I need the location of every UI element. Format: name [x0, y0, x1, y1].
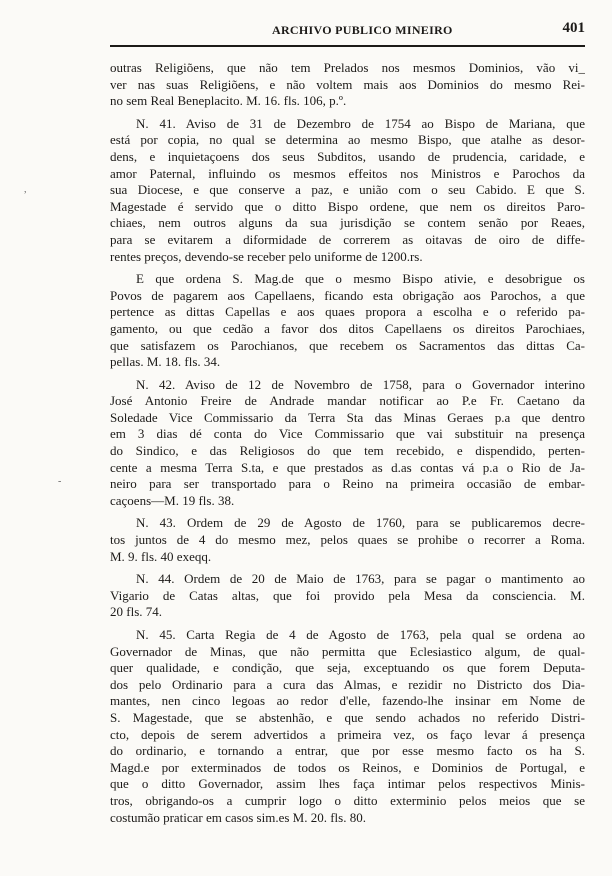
text-line: gamento, ou que cedão a favor dos ditos Capellaens os direitos Parochiaes,	[110, 320, 585, 336]
margin-mark: ,	[24, 184, 27, 195]
paragraph	[110, 377, 585, 510]
body-text	[110, 60, 585, 826]
text-line: chiaes, nem outros alguns da sua jurisdição se contem senão por Reaes,	[110, 215, 585, 231]
text-line: em 3 dias dé conta do Vice Commissario que vai substituir na presença	[110, 426, 585, 442]
text-line: neiro para ser transportado para o Reino na primeira occasião de embar-	[110, 476, 585, 492]
text-line: S. Magestade, que se abstenhão, e que sendo achados no referido Distri-	[110, 709, 585, 725]
text-line: rentes preços, devendo-se receber pelo uniforme de 1200.rs.	[110, 248, 423, 264]
text-line: José Antonio Freire de Andrade mandar notificar ao P.e Fr. Caetano da	[110, 393, 585, 409]
paragraph	[110, 571, 585, 621]
text-line: cente a mesma Terra S.ta, e que prestados as d.as contas vá p.a o Rio de Ja-	[110, 459, 585, 475]
text-line: Governador de Minas, que não permitta que Eclesiastico algum, de qual-	[110, 643, 585, 659]
text-line: dens, e inquietaçoens dos seus Subditos, usando de prudencia, caridade, e	[110, 148, 585, 164]
text-line: ver nas suas Religiõens, e não voltem mais aos Dominios do mesmo Rei-	[110, 76, 585, 92]
text-line: Soledade Vice Commissario da Terra Sta das Minas Geraes p.a que dentro	[110, 409, 585, 425]
margin-mark: -	[58, 476, 62, 487]
text-line: dos pelo Ordinario para a cura das Almas, e rezidir no Districto dos Dia-	[110, 676, 585, 692]
text-line: está por copia, no qual se determina ao mesmo Bispo, que atalhe as desor-	[110, 132, 585, 148]
page-number: 401	[562, 20, 585, 36]
text-line: que o ditto Governador, assim lhes faça intimar pelos respectivos Minis-	[110, 776, 585, 792]
text-line: pellas. M. 18. fls. 34.	[110, 354, 221, 370]
paragraph	[110, 271, 585, 371]
text-line: N. 41. Aviso de 31 de Dezembro de 1754 ao Bispo de Mariana, que	[136, 115, 585, 131]
text-line: E que ordena S. Mag.de que o mesmo Bispo ativie, e desobrigue os	[136, 271, 585, 287]
page-header	[110, 20, 585, 42]
text-line: N. 42. Aviso de 12 de Novembro de 1758, para o Governador interino	[136, 376, 585, 392]
paragraph	[110, 60, 585, 110]
text-line: Vigario de Catas altas, que foi provido pela Mesa da consciencia. M.	[110, 587, 585, 603]
text-line: costumão praticar em casos sim.es M. 20. fls. 80.	[110, 809, 366, 825]
text-line: tros, obrigando-os a cumprir logo o ditto exterminio pelos meios que se	[110, 792, 585, 808]
text-line: Magd.e por exterminados de todos os Reinos, e Dominios de Portugal, e	[110, 759, 585, 775]
text-line: do Sindico, e das Religiosos do que tem recebido, e dispendido, perten-	[110, 443, 585, 459]
text-line: no sem Real Beneplacito. M. 16. fls. 106, p.º.	[110, 93, 347, 109]
running-title: ARCHIVO PUBLICO MINEIRO	[272, 23, 453, 37]
text-line: N. 44. Ordem de 20 de Maio de 1763, para se pagar o mantimento ao	[136, 571, 585, 587]
text-line: sua Diocese, e que conserve a paz, e união com o seu Cabido. E que S.	[110, 182, 585, 198]
paragraph	[110, 627, 585, 826]
text-line: pertence as dittas Capellas e aos quaes propora a escolha e o referido pa-	[110, 304, 585, 320]
text-line: Magestade é servido que o ditto Bispo ordene, que nem os direitos Paro-	[110, 198, 585, 214]
text-line: quer qualidade, e condição, que seja, exceptuando os que forem Deputa-	[110, 660, 585, 676]
text-line: cto, depois de serem advertidos a primeira vez, os faço levar á presença	[110, 726, 585, 742]
text-line: que satisfazem os Parochianos, que recebem os Sacramentos das dittas Ca-	[110, 337, 585, 353]
text-line: Povos de pagarem aos Capellaens, ficando esta obrigação aos Parochos, a que	[110, 287, 585, 303]
text-line: M. 9. fls. 40 exeqq.	[110, 548, 212, 564]
text-line: amor Paternal, influindo os mesmos effeitos nos Ministros e Parochos da	[110, 165, 585, 181]
text-line: N. 43. Ordem de 29 de Agosto de 1760, para se publicaremos decre-	[136, 515, 585, 531]
paragraph	[110, 116, 585, 265]
text-line: para se evitarem a diformidade de correrem as oitavas de oiro de diffe-	[110, 231, 585, 247]
text-line: N. 45. Carta Regia de 4 de Agosto de 1763, pela qual se ordena ao	[136, 627, 585, 642]
text-line: 20 fls. 74.	[110, 604, 162, 620]
paragraph	[110, 515, 585, 565]
text-line: do ordinario, e tornando a entrar, que por esse mesmo facto os ha S.	[110, 743, 585, 759]
text-line: caçoens—M. 19 fls. 38.	[110, 492, 235, 508]
text-line: outras Religiõens, que não tem Prelados nos mesmos Dominios, vão vi_	[110, 60, 585, 75]
text-line: tos juntos de 4 do mesmo mez, pelos quaes se prohibe o recorrer a Roma.	[110, 532, 585, 548]
header-rule	[110, 45, 585, 47]
text-line: mantes, nen cinco legoas ao redor d'elle, fazendo-lhe insinar em Nome de	[110, 693, 585, 709]
